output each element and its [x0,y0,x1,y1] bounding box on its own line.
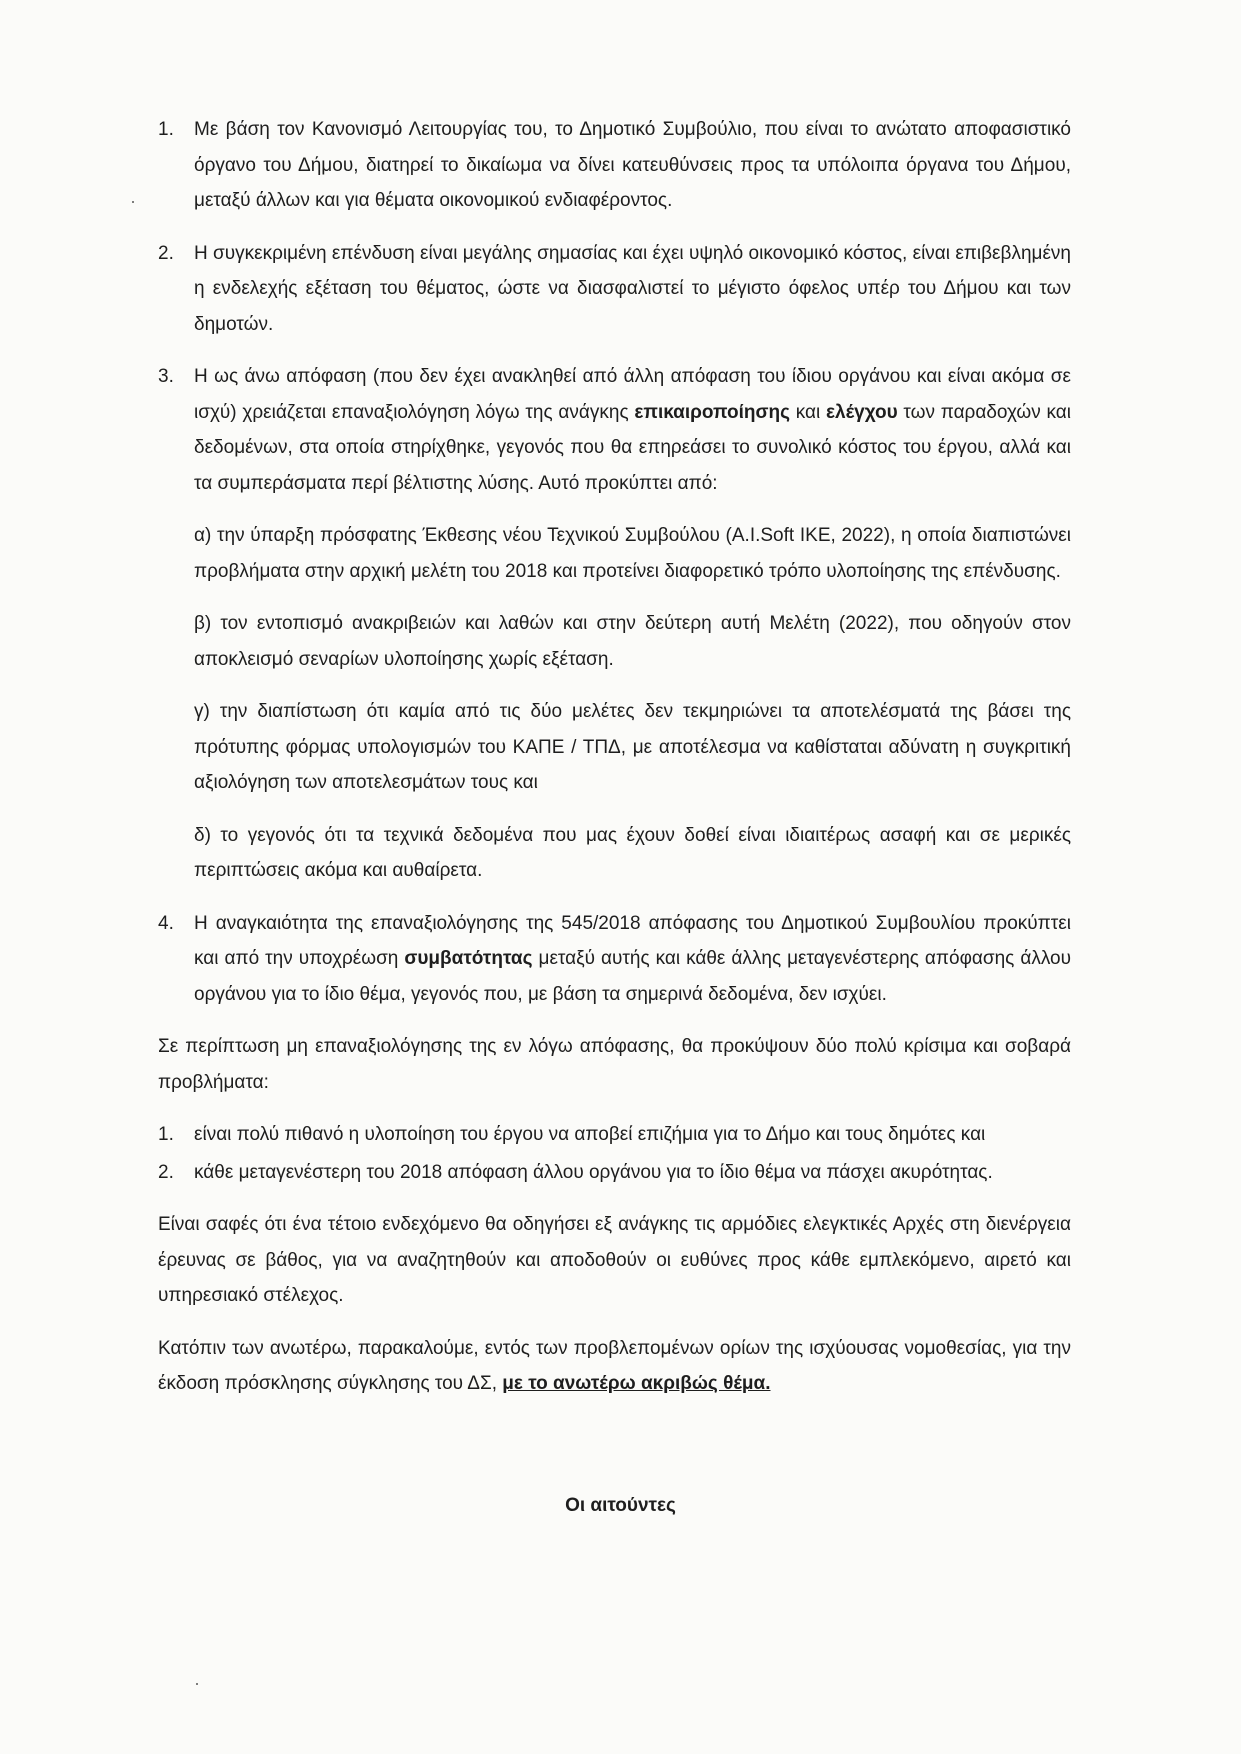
subpoint-a: α) την ύπαρξη πρόσφατης Έκθεσης νέου Τεχνικού Συμβούλου (A.I.Soft IKE, 2022), η οποία διαπιστώνει προβλήματα στην αρχική μελέτη του 2018 και προτείνει διαφορετικό τρόπο υλοποίησης της επένδυσης. [194,525,1071,582]
signature-heading: Οι αιτούντες [565,1495,676,1516]
risk-1 [158,1117,1071,1153]
point-number: 2. [158,242,174,264]
point-text-part: μεταξύ αυτής και κάθε άλλης μεταγενέστερης απόφασης άλλου οργάνου για το ίδιο θέμα, γεγονός που, με βάση τα σημερινά δεδομένα, δεν ισχύει. [194,948,1071,1005]
point-text-part: και [789,401,826,423]
risk-number: 2. [158,1161,174,1183]
subpoint-b: β) τον εντοπισμό ανακριβειών και λαθών και στην δεύτερη αυτή Μελέτη (2022), που οδηγούν στον αποκλεισμό σεναρίων υλοποίησης χωρίς εξέταση. [194,613,1071,670]
point-text [194,359,1071,501]
point-2 [158,236,1071,343]
risk-2 [158,1155,1071,1191]
document-body [158,112,1071,1419]
point-text: Με βάση τον Κανονισμό Λειτουργίας του, το Δημοτικό Συμβούλιο, που είναι το ανώτατο αποφασιστικό όργανο του Δήμου, διατηρεί το δικαίωμα να δίνει κατευθύνσεις προς τα υπόλοιπα όργανα του Δήμου, μεταξύ άλλων και για θέματα οικονομικού ενδιαφέροντος. [194,119,1071,211]
point-text: Η συγκεκριμένη επένδυση είναι μεγάλης σημασίας και έχει υψηλό οικονομικό κόστος, είναι επιβεβλημένη η ενδελεχής εξέταση του θέματος, ώστε να διασφαλιστεί το μέγιστο όφελος υπέρ του Δήμου και των δημοτών. [194,242,1071,335]
point-3 [158,359,1071,501]
risks-list [158,1117,1071,1190]
risk-text: είναι πολύ πιθανό η υλοποίηση του έργου να αποβεί επιζήμια για το Δήμο και τους δημότες και [194,1124,986,1145]
point-4 [158,906,1071,1013]
point-1 [158,112,1071,219]
risk-text: κάθε μεταγενέστερη του 2018 απόφαση άλλου οργάνου για το ίδιο θέμα να πάσχει ακυρότητας. [194,1161,993,1183]
point-number: 1. [158,119,174,140]
bold-term: ελέγχου [825,401,898,423]
risk-number: 1. [158,1124,174,1145]
point-text-part: Η αναγκαιότητα της επαναξιολόγησης της 545/2018 απόφασης του Δημοτικού Συμβουλίου προκύπτει και από την υποχρέωση [194,912,1071,969]
point-text-part: των παραδοχών και δεδομένων, στα οποία στηρίχθηκε, γεγονός που θα επηρεάσει το συνολικό κόστος του έργου, αλλά και τα συμπεράσματα περί βέλτιστης λύσης. Αυτό προκύπτει από: [194,401,1072,494]
request-emphasis: με το ανωτέρω ακριβώς θέμα. [502,1373,771,1394]
point-number: 4. [158,912,174,934]
point-number: 3. [158,366,174,387]
scan-speck [132,201,134,203]
consequence-paragraph: Είναι σαφές ότι ένα τέτοιο ενδεχόμενο θα οδηγήσει εξ ανάγκης τις αρμόδιες ελεγκτικές Αρχές στη διενέργεια έρευνας σε βάθος, για να αναζητηθούν και αποδοθούν οι ευθύνες προς κάθε εμπλεκόμενο, αιρετό και υπηρεσιακό στέλεχος. [158,1214,1071,1306]
point-text [194,906,1071,1013]
point-text-part: Η ως άνω απόφαση (που δεν έχει ανακληθεί από άλλη απόφαση του ίδιου οργάνου και είναι ακόμα σε ισχύ) χρειάζεται επαναξιολόγηση λόγω της ανάγκης [194,366,1071,423]
scan-speck [196,1683,198,1685]
subpoint-c: γ) την διαπίστωση ότι καμία από τις δύο μελέτες δεν τεκμηριώνει τα αποτελέσματά της βάσει της πρότυπης φόρμας υπολογισμών του ΚΑΠΕ / ΤΠΔ, με αποτέλεσμα να καθίσταται αδύνατη η συγκριτική αξιολόγηση των αποτελεσμάτων τους και [194,701,1071,793]
bold-term: συμβατότητας [404,948,533,969]
request-paragraph [158,1331,1071,1402]
subpoint-d: δ) το γεγονός ότι τα τεχνικά δεδομένα που μας έχουν δοθεί είναι ιδιαιτέρως ασαφή και σε μερικές περιπτώσεις ακόμα και αυθαίρετα. [194,824,1071,881]
risks-intro: Σε περίπτωση μη επαναξιολόγησης της εν λόγω απόφασης, θα προκύψουν δύο πολύ κρίσιμα και σοβαρά προβλήματα: [158,1036,1071,1093]
bold-term: επικαιροποίησης [634,401,790,423]
request-text: Κατόπιν των ανωτέρω, παρακαλούμε, εντός των προβλεπομένων ορίων της ισχύουσας νομοθεσίας, για την έκδοση πρόσκλησης σύγκλησης του ΔΣ, [158,1337,1071,1394]
